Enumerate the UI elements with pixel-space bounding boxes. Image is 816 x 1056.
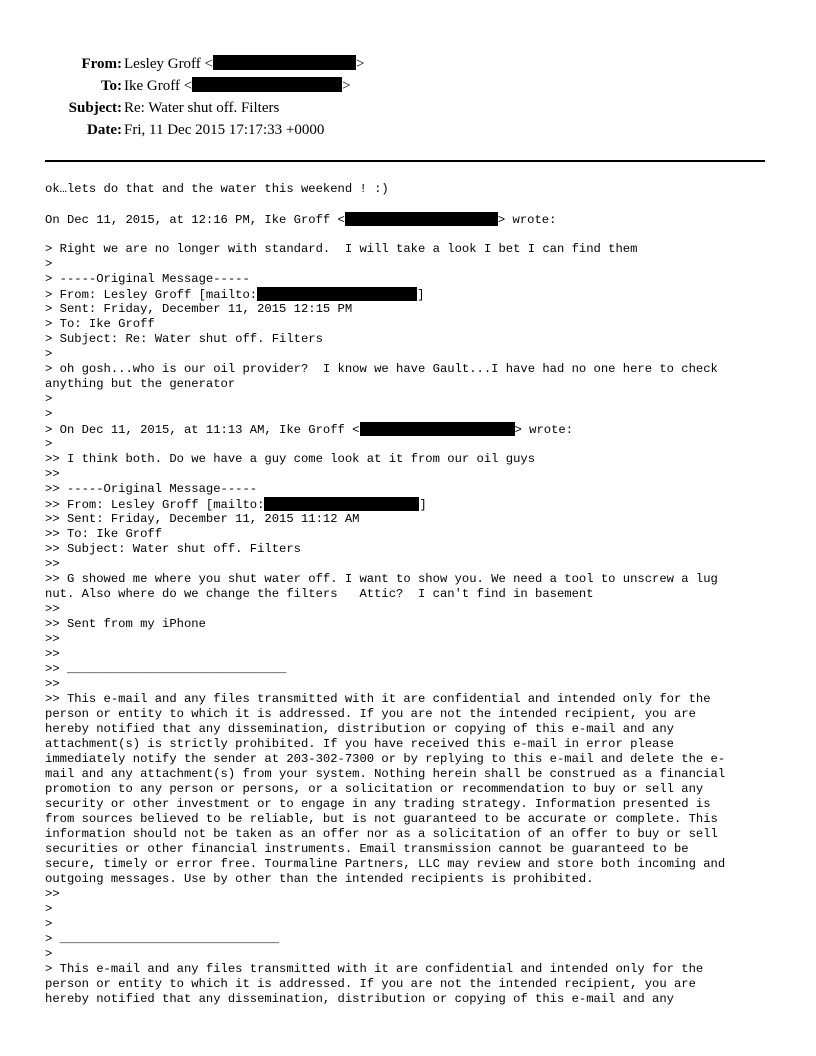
quoted-line: > bbox=[45, 917, 53, 931]
disclaimer-line: secure, timely or error free. Tourmaline Partners, LLC may review and store both incoming and bbox=[45, 857, 726, 871]
disclaimer-line: attachment(s) is strictly prohibited. If you have received this e-mail in error please bbox=[45, 737, 674, 751]
quoted-line: >> ______________________________ bbox=[45, 662, 287, 676]
disclaimer-line: information should not be taken as an offer nor as a solicitation of an offer to buy or sell bbox=[45, 827, 718, 841]
redaction-box bbox=[345, 212, 498, 226]
quoted-line: >> bbox=[45, 632, 60, 646]
quoted-line: >> G showed me where you shut water off. I want to show you. We need a tool to unscrew a lug bbox=[45, 572, 718, 586]
quoted-line: >> bbox=[45, 557, 60, 571]
quoted-line: nut. Also where do we change the filters Attic? I can't find in basement bbox=[45, 587, 594, 601]
quoted-line: > bbox=[45, 947, 53, 961]
to-label: To: bbox=[100, 78, 122, 94]
quoted-line: > Subject: Re: Water shut off. Filters bbox=[45, 332, 323, 346]
header-date-row bbox=[0, 119, 420, 141]
redaction-box bbox=[192, 77, 342, 92]
header-divider bbox=[45, 160, 765, 162]
quoted-line: > bbox=[45, 407, 53, 421]
disclaimer-line: > This e-mail and any files transmitted with it are confidential and intended only for the bbox=[45, 962, 704, 976]
redaction-box bbox=[264, 497, 419, 511]
quoted-line: > -----Original Message----- bbox=[45, 272, 250, 286]
reply-attribution: On Dec 11, 2015, at 12:16 PM, Ike Groff < > wrote: bbox=[45, 213, 557, 227]
quoted-line: >> Sent from my iPhone bbox=[45, 617, 206, 631]
quoted-line: > bbox=[45, 347, 53, 361]
quoted-line: > On Dec 11, 2015, at 11:13 AM, Ike Groff < > wrote: bbox=[45, 423, 574, 437]
redaction-box bbox=[360, 422, 515, 436]
quoted-line: > bbox=[45, 257, 53, 271]
disclaimer-line: hereby notified that any dissemination, distribution or copying of this e-mail and any bbox=[45, 992, 674, 1006]
disclaimer-line: person or entity to which it is addressed. If you are not the intended recipient, you are bbox=[45, 707, 696, 721]
blank-line bbox=[45, 197, 775, 212]
from-label: From: bbox=[81, 56, 122, 72]
quoted-line: >> To: Ike Groff bbox=[45, 527, 163, 541]
disclaimer-line: securities or other financial instruments. Email transmission cannot be guaranteed to be bbox=[45, 842, 689, 856]
quoted-line: > Right we are no longer with standard. I will take a look I bet I can find them bbox=[45, 242, 638, 256]
quoted-line: >> bbox=[45, 887, 60, 901]
quoted-line: anything but the generator bbox=[45, 377, 236, 391]
quoted-line: >> From: Lesley Groff [mailto: ] bbox=[45, 498, 427, 512]
header-subject-row bbox=[0, 97, 420, 119]
redaction-box bbox=[257, 287, 417, 301]
quoted-line: >> bbox=[45, 467, 60, 481]
quoted-line: > From: Lesley Groff [mailto: ] bbox=[45, 288, 425, 302]
date-value: Fri, 11 Dec 2015 17:17:33 +0000 bbox=[124, 122, 325, 138]
quoted-line: > Sent: Friday, December 11, 2015 12:15 PM bbox=[45, 302, 353, 316]
quoted-line: > oh gosh...who is our oil provider? I know we have Gault...I have had no one here to check bbox=[45, 362, 718, 376]
disclaimer-line: from sources believed to be reliable, but is not guaranteed to be accurate or complete. This bbox=[45, 812, 718, 826]
to-value: Ike Groff < > bbox=[124, 78, 351, 94]
subject-value: Re: Water shut off. Filters bbox=[124, 100, 280, 116]
quoted-line: >> bbox=[45, 677, 60, 691]
disclaimer-line: outgoing messages. Use by other than the intended recipients is prohibited. bbox=[45, 872, 594, 886]
date-label: Date: bbox=[87, 122, 122, 138]
body-line: ok…lets do that and the water this weekend ! :) bbox=[45, 182, 389, 196]
blank-line bbox=[45, 227, 775, 242]
disclaimer-line: promotion to any person or persons, or a solicitation or recommendation to buy or sell any bbox=[45, 782, 704, 796]
disclaimer-line: mail and any attachment(s) from your system. Nothing herein shall be construed as a financial bbox=[45, 767, 726, 781]
header-from-row bbox=[0, 53, 420, 75]
redaction-box bbox=[213, 55, 356, 70]
email-body bbox=[45, 182, 775, 1007]
quoted-line: > ______________________________ bbox=[45, 932, 280, 946]
disclaimer-line: immediately notify the sender at 203-302-7300 or by replying to this e-mail and delete the e- bbox=[45, 752, 726, 766]
quoted-line: >> bbox=[45, 647, 60, 661]
quoted-line: >> -----Original Message----- bbox=[45, 482, 258, 496]
disclaimer-line: security or other investment or to engage in any trading strategy. Information presented is bbox=[45, 797, 711, 811]
quoted-line: > bbox=[45, 902, 53, 916]
quoted-line: >> I think both. Do we have a guy come look at it from our oil guys bbox=[45, 452, 536, 466]
disclaimer-line: person or entity to which it is addressed. If you are not the intended recipient, you are bbox=[45, 977, 696, 991]
disclaimer-line: hereby notified that any dissemination, distribution or copying of this e-mail and any bbox=[45, 722, 674, 736]
email-header bbox=[0, 53, 420, 141]
quoted-line: >> bbox=[45, 602, 60, 616]
quoted-line: >> Sent: Friday, December 11, 2015 11:12 AM bbox=[45, 512, 360, 526]
quoted-line: > To: Ike Groff bbox=[45, 317, 155, 331]
quoted-line: > bbox=[45, 392, 53, 406]
quoted-line: > bbox=[45, 437, 53, 451]
header-to-row bbox=[0, 75, 420, 97]
from-value: Lesley Groff < > bbox=[124, 56, 365, 72]
subject-label: Subject: bbox=[68, 100, 122, 116]
quoted-line: >> Subject: Water shut off. Filters bbox=[45, 542, 301, 556]
disclaimer-line: >> This e-mail and any files transmitted with it are confidential and intended only for the bbox=[45, 692, 711, 706]
